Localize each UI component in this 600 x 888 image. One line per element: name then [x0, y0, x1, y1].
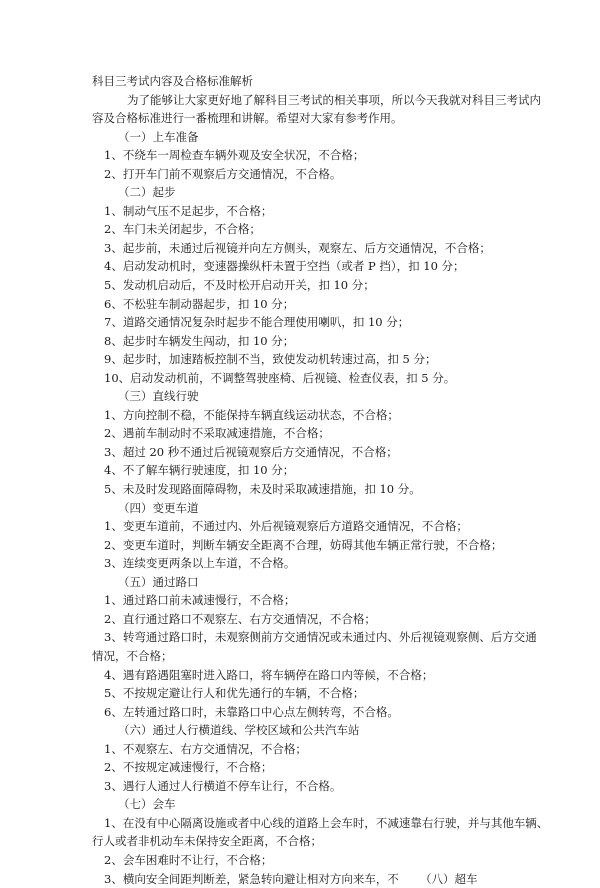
list-item-continuation: 情况，不合格； — [92, 648, 173, 663]
list-item: 1、变更车道前，不通过内、外后视镜观察后方道路交通情况，不合格； — [104, 519, 468, 534]
section-heading-6: （六）通过人行横道线、学校区域和公共汽车站 — [118, 723, 360, 738]
list-item: 1、方向控制不稳，不能保持车辆直线运动状态，不合格； — [104, 407, 399, 422]
list-item: 2、打开车门前不观察后方交通情况，不合格。 — [104, 166, 342, 181]
list-item: 4、遇有路遇阻塞时进入路口，将车辆停在路口内等候，不合格； — [104, 667, 434, 682]
list-item: 2、会车困难时不让行，不合格； — [104, 852, 273, 867]
intro-line-1: 为了能够让大家更好地了解科目三考试的相关事项，所以今天我就对科目三考试内 — [127, 92, 541, 107]
list-item: 3、起步前，未通过后视镜并向左方侧头，观察左、后方交通情况，不合格； — [104, 240, 491, 255]
list-item: 1、通过路口前未减速慢行，不合格； — [104, 593, 296, 608]
list-item: 3、遇行人通过人行横道不停车让行，不合格。 — [104, 778, 342, 793]
section-heading-8: （八）超车 — [420, 871, 478, 886]
list-item: 4、启动发动机时，变速器操纵杆未置于空挡（或者 P 挡），扣 10 分； — [104, 259, 465, 274]
list-item: 5、不按规定避让行人和优先通行的车辆，不合格； — [104, 686, 365, 701]
list-item: 5、未及时发现路面障碍物，未及时采取减速措施，扣 10 分。 — [104, 482, 421, 497]
list-item-text: 3、横向安全间距判断差，紧急转向避让相对方向来车，不 — [104, 871, 399, 886]
section-heading-4: （四）变更车道 — [118, 500, 199, 515]
list-item: 2、遇前车制动时不采取减速措施，不合格； — [104, 426, 330, 441]
list-item — [104, 870, 544, 888]
list-item-continuation: 行人或者非机动车未保持安全距离，不合格； — [92, 834, 322, 849]
list-item: 1、不观察左、右方交通情况，不合格； — [104, 741, 307, 756]
section-heading-5: （五）通过路口 — [118, 574, 199, 589]
list-item: 2、直行通过路口不观察左、右方交通情况，不合格； — [104, 611, 376, 626]
list-item: 3、超过 20 秒不通过后视镜观察后方交通情况，不合格； — [104, 444, 398, 459]
intro-line-2: 容及合格标准进行一番梳理和讲解。希望对大家有参考作用。 — [92, 111, 403, 126]
list-item: 3、转弯通过路口时，未观察侧前方交通情况或未通过内、外后视镜观察侧、后方交通 — [104, 630, 537, 645]
list-item: 3、连续变更两条以上车道，不合格。 — [104, 556, 296, 571]
list-item: 1、在没有中心隔离设施或者中心线的道路上会车时，不减速靠右行驶，并与其他车辆、 — [104, 815, 549, 830]
list-item: 6、不松驻车制动器起步，扣 10 分； — [104, 296, 295, 311]
list-item: 2、车门未关闭起步，不合格； — [104, 222, 261, 237]
list-item: 2、不按规定减速慢行，不合格； — [104, 760, 273, 775]
list-item: 9、起步时，加速踏板控制不当，致使发动机转速过高，扣 5 分； — [104, 352, 437, 367]
list-item: 1、不绕车一周检查车辆外观及安全状况，不合格； — [104, 148, 365, 163]
list-item: 6、左转通过路口时，未靠路口中心点左侧转弯，不合格。 — [104, 704, 399, 719]
list-item: 10、启动发动机前，不调整驾驶座椅、后视镜、检查仪表，扣 5 分。 — [104, 370, 456, 385]
list-item: 2、变更车道时，判断车辆安全距离不合理，妨碍其他车辆正常行驶，不合格； — [104, 537, 503, 552]
list-item: 1、制动气压不足起步，不合格； — [104, 203, 273, 218]
list-item: 8、起步时车辆发生闯动，扣 10 分； — [104, 333, 295, 348]
list-item: 7、道路交通情况复杂时起步不能合理使用喇叭，扣 10 分； — [104, 315, 410, 330]
section-heading-7: （七）会车 — [118, 797, 176, 812]
section-heading-1: （一）上车准备 — [118, 129, 199, 144]
section-heading-3: （三）直线行驶 — [118, 389, 199, 404]
section-heading-2: （二）起步 — [118, 185, 176, 200]
list-item: 5、发动机启动后，不及时松开启动开关，扣 10 分； — [104, 278, 375, 293]
document-body — [92, 72, 549, 888]
list-item: 4、不了解车辆行驶速度，扣 10 分； — [104, 463, 295, 478]
document-title: 科目三考试内容及合格标准解析 — [92, 74, 253, 88]
